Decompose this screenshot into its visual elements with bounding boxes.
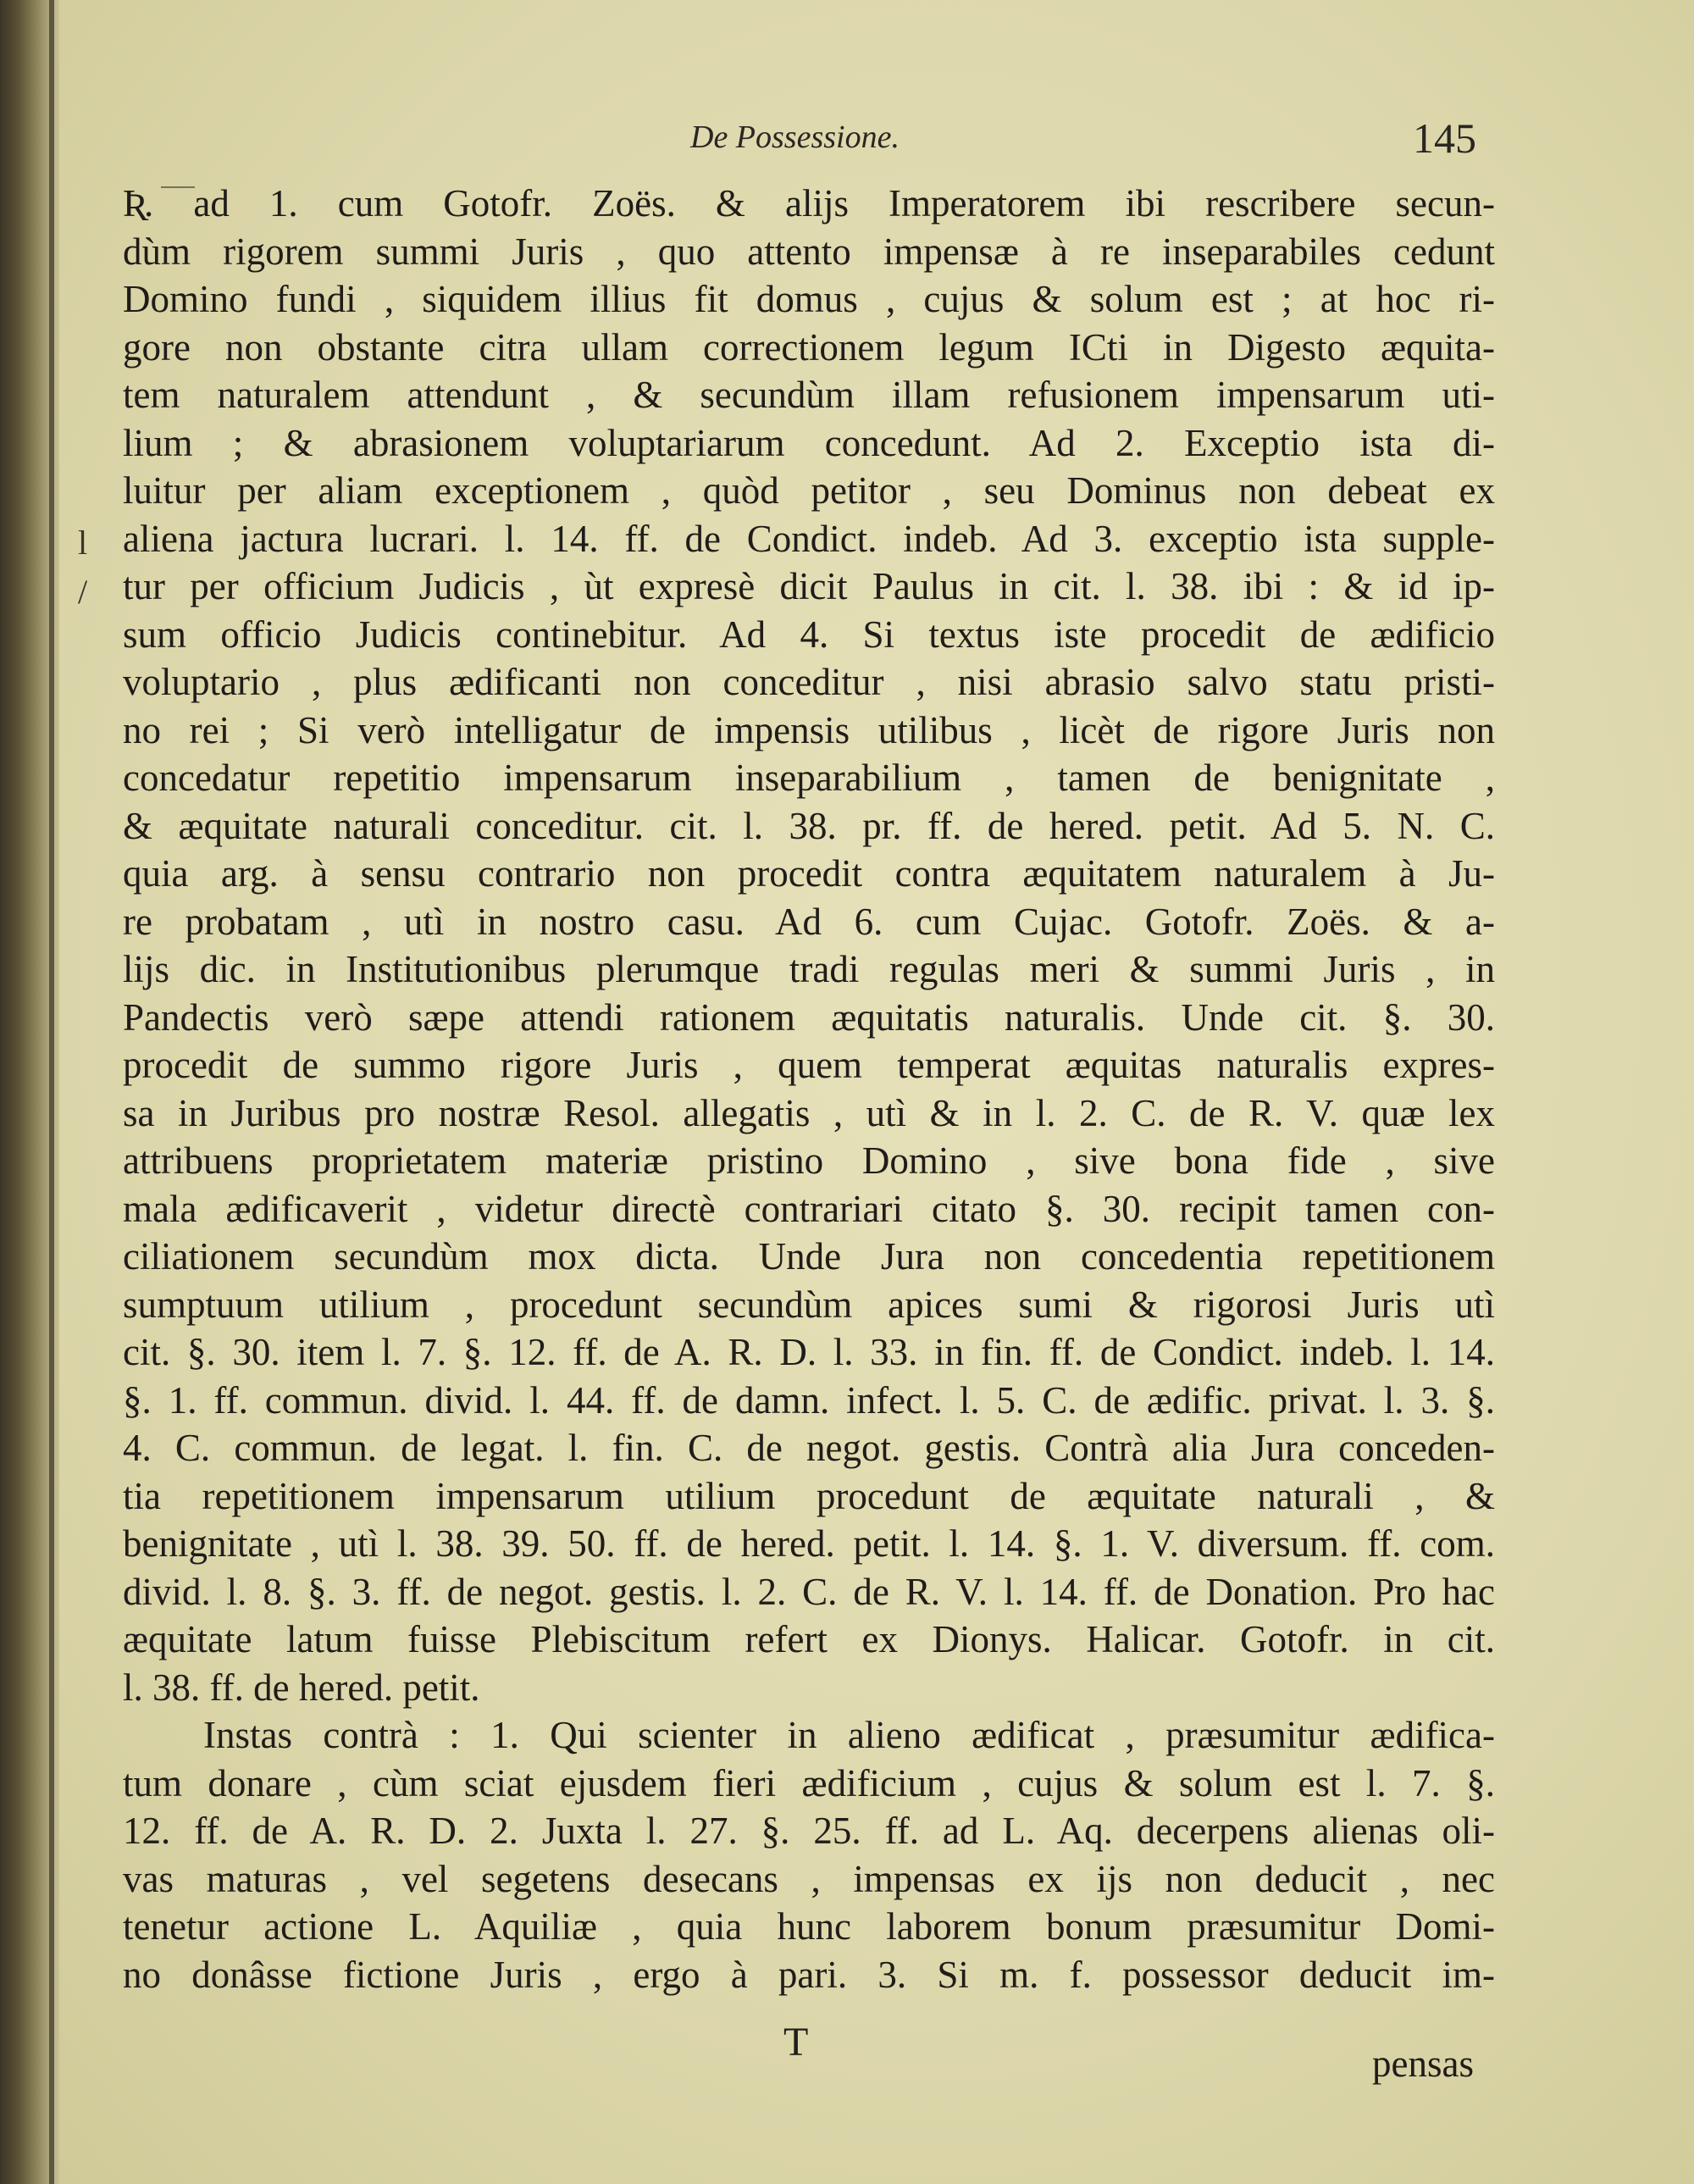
text-line: 12. ff. de A. R. D. 2. Juxta l. 27. §. 25. ff. ad L. Aq. decerpens alienas oli- [123,1810,1495,1852]
text-line: Instas contrà : 1. Qui scienter in alieno ædificat , præsumitur ædifica- [203,1714,1495,1756]
text-line: aliena jactura lucrari. l. 14. ff. de Condict. indeb. Ad 3. exceptio ista supple- [123,517,1495,560]
text-line: no rei ; Si verò intelligatur de impensis utilibus , licèt de rigore Juris non [123,708,1495,751]
margin-note: l [78,524,88,562]
text-line: & æquitate naturali conceditur. cit. l. 38. pr. ff. de hered. petit. Ad 5. N. C. [123,804,1495,847]
text-line: Pandectis verò sæpe attendi rationem æquitatis naturalis. Unde cit. §. 30. [123,995,1495,1039]
text-line: §. 1. ff. commun. divid. l. 44. ff. de damn. infect. l. 5. C. de ædific. privat. l. 3. §. [123,1378,1495,1422]
text-line: concedatur repetitio impensarum inseparabilium , tamen de benignitate , [123,757,1495,799]
page-number: 145 [1413,114,1476,162]
margin-note: / [78,573,88,611]
text-line: 4. C. commun. de legat. l. fin. C. de negot. gestis. Contrà alia Jura conceden- [123,1427,1495,1469]
text-line: æquitate latum fuisse Plebiscitum refert ex Dionys. Halicar. Gotofr. in cit. [123,1618,1495,1660]
text-line: vas maturas , vel segetens desecans , impensas ex ijs non deducit , nec [123,1857,1495,1900]
body-text [123,180,1495,1998]
running-title: De Possessione. [690,119,900,155]
text-line: tenetur actione L. Aquiliæ , quia hunc laborem bonum præsumitur Domi- [123,1905,1495,1948]
text-line: attribuens proprietatem materiæ pristino Domino , sive bona fide , sive [123,1139,1495,1182]
text-line: divid. l. 8. §. 3. ff. de negot. gestis. l. 2. C. de R. V. l. 14. ff. de Donation. Pro hac [123,1570,1495,1613]
text-line: benignitate , utì l. 38. 39. 50. ff. de hered. petit. l. 14. §. 1. V. diversum. ff. com. [123,1522,1495,1565]
binding-edge [49,0,54,2184]
text-line: voluptario , plus ædificanti non conceditur , nisi abrasio salvo statu pristi- [123,661,1495,703]
signature-mark: T [783,2020,809,2065]
text-line: Ʀ. ad 1. cum Gotofr. Zoës. & alijs Imperatorem ibi rescribere secun- [123,182,1495,224]
text-line: no donâsse fictione Juris , ergo à pari. 3. Si m. f. possessor deducit im- [123,1953,1495,1996]
text-line: cit. §. 30. item l. 7. §. 12. ff. de A. R. D. l. 33. in fin. ff. de Condict. indeb. l. 14. [123,1331,1495,1373]
running-head [0,114,1694,169]
text-line: sum officio Judicis continebitur. Ad 4. Si textus iste procedit de ædificio [123,613,1495,656]
text-line: mala ædificaverit , videtur directè contrariari citato §. 30. recipit tamen con- [123,1187,1495,1230]
text-line: quia arg. à sensu contrario non procedit contra æquitatem naturalem à Ju- [123,852,1495,895]
text-line: dùm rigorem summi Juris , quo attento impensæ à re inseparabiles cedunt [123,230,1495,273]
text-line: sumptuum utilium , procedunt secundùm apices sumi & rigorosi Juris utì [123,1283,1495,1326]
margin-notes [78,518,87,617]
text-line: tur per officium Judicis , ùt expresè dicit Paulus in cit. l. 38. ibi : & id ip- [123,565,1495,607]
catchword: pensas [1372,2043,1474,2085]
text-line: Domino fundi , siquidem illius fit domus , cujus & solum est ; at hoc ri- [123,278,1495,320]
text-line: tia repetitionem impensarum utilium procedunt de æquitate naturali , & [123,1474,1495,1517]
text-line: ciliationem secundùm mox dicta. Unde Jura non concedentia repetitionem [123,1235,1495,1278]
text-line: l. 38. ff. de hered. petit. [123,1666,480,1709]
text-line: procedit de summo rigore Juris , quem temperat æquitas naturalis expres- [123,1044,1495,1086]
text-line: lijs dic. in Institutionibus plerumque tradi regulas meri & summi Juris , in [123,948,1495,990]
text-line: re probatam , utì in nostro casu. Ad 6. cum Cujac. Gotofr. Zoës. & a- [123,900,1495,943]
text-line: tum donare , cùm sciat ejusdem fieri ædificium , cujus & solum est l. 7. §. [123,1761,1495,1804]
text-line: lium ; & abrasionem voluptariarum concedunt. Ad 2. Exceptio ista di- [123,421,1495,464]
text-line: sa in Juribus pro nostræ Resol. allegatis , utì & in l. 2. C. de R. V. quæ lex [123,1091,1495,1134]
text-line: luitur per aliam exceptionem , quòd petitor , seu Dominus non debeat ex [123,469,1495,512]
text-line: gore non obstante citra ullam correctionem legum ICti in Digesto æquita- [123,325,1495,369]
text-line: tem naturalem attendunt , & secundùm illam refusionem impensarum uti- [123,374,1495,416]
